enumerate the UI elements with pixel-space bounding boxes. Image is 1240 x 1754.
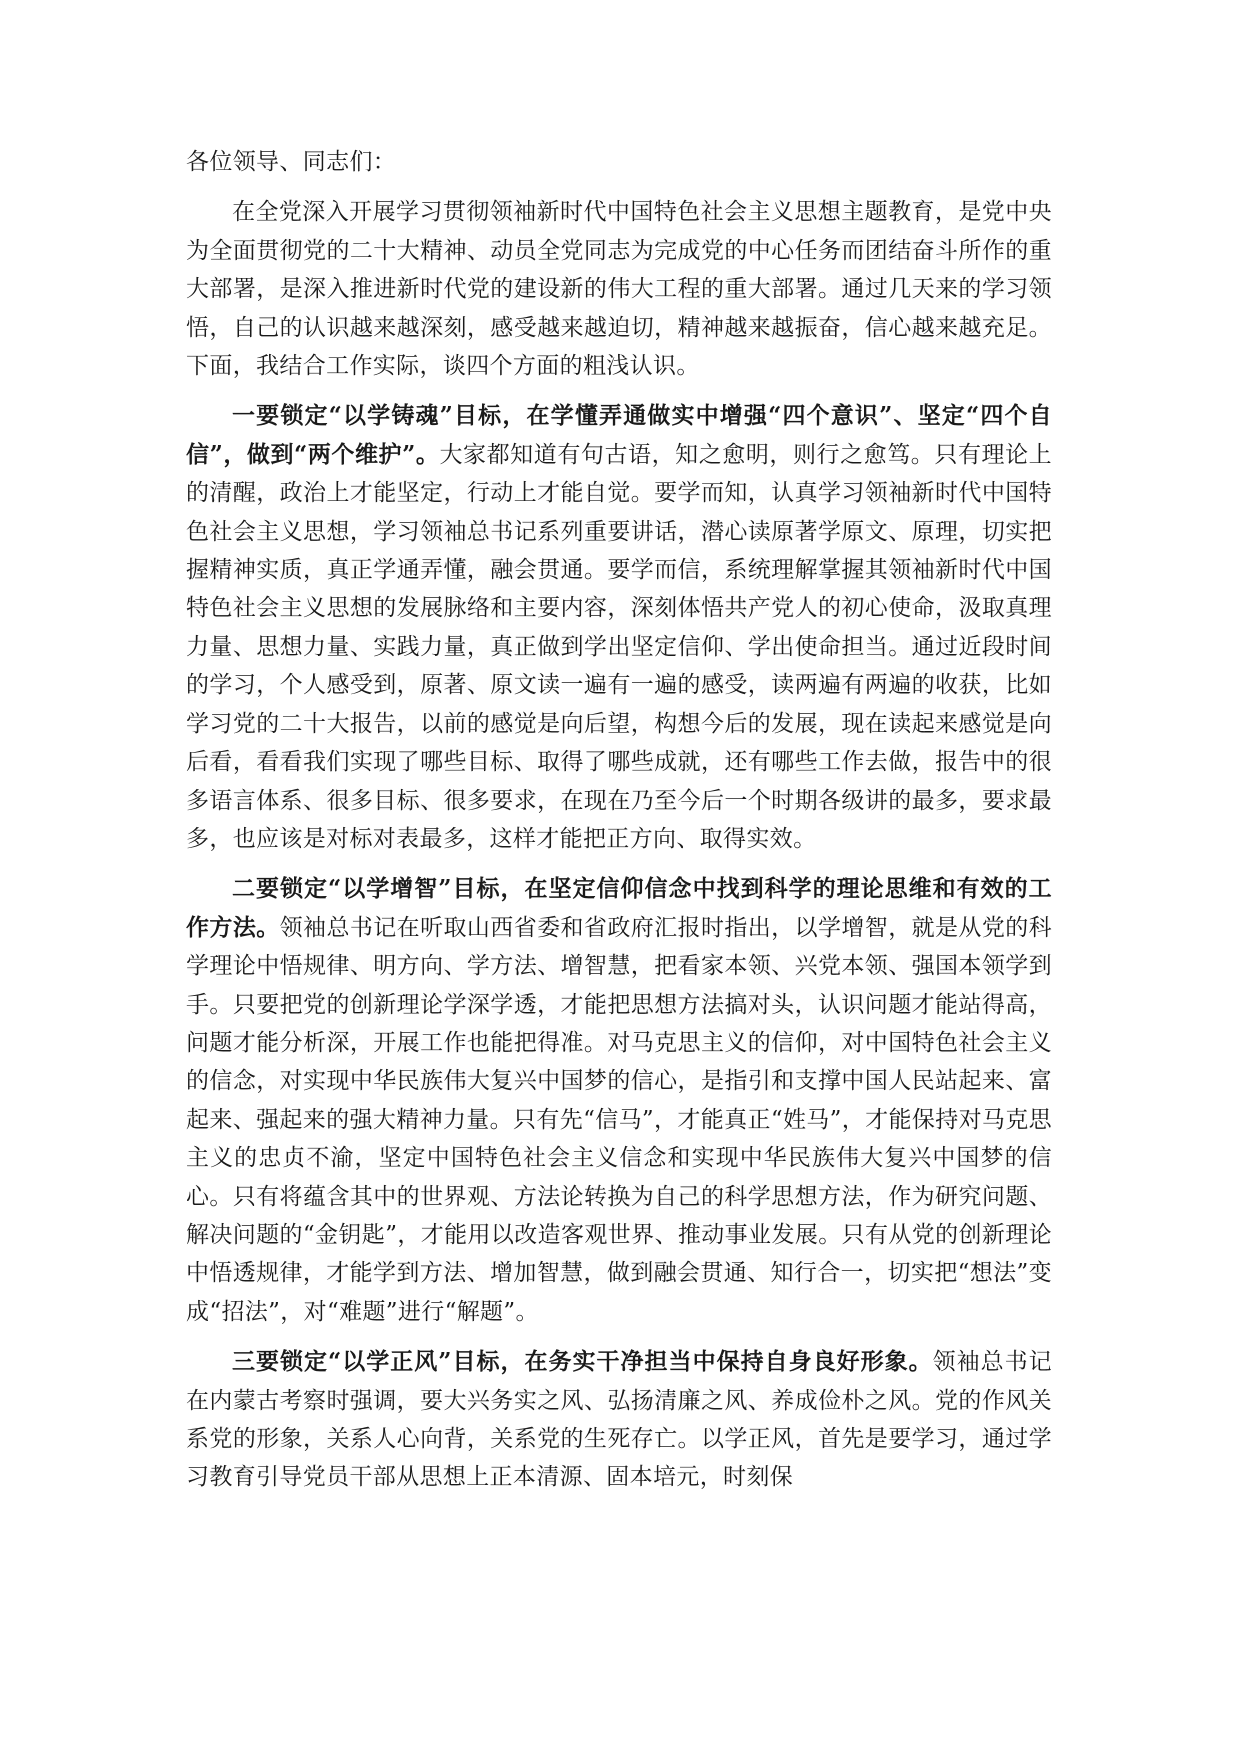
paragraph-heading: 一要锁定“以学铸魂”目标，在学懂弄通做实中增强“四个意识”、坚定“四个自信”，做到“两个维护”。 (186, 402, 1052, 468)
paragraph-body: 在全党深入开展学习贯彻领袖新时代中国特色社会主义思想主题教育，是党中央为全面贯彻党的二十大精神、动员全党同志为完成党的中心任务而团结奋斗所作的重大部署，是深入推进新时代党的建设新的伟大工程的重大部署。通过几天来的学习领悟，自己的认识越来越深刻，感受越来越迫切，精神越来越振奋，信心越来越充足。下面，我结合工作实际，谈四个方面的粗浅认识。 (186, 199, 1052, 380)
paragraph-point-1 (186, 397, 1052, 858)
paragraph-body: 领袖总书记在听取山西省委和省政府汇报时指出，以学增智，就是从党的科学理论中悟规律、明方向、学方法、增智慧，把看家本领、兴党本领、强国本领学到手。只要把党的创新理论学深学透，才能把思想方法搞对头，认识问题才能站得高，问题才能分析深，开展工作也能把得准。对马克思主义的信仰，对中国特色社会主义的信念，对实现中华民族伟大复兴中国梦的信心，是指引和支撑中国人民站起来、富起来、强起来的强大精神力量。只有先“信马”，才能真正“姓马”，才能保持对马克思主义的忠贞不渝，坚定中国特色社会主义信念和实现中华民族伟大复兴中国梦的信心。只有将蕴含其中的世界观、方法论转换为自己的科学思想方法，作为研究问题、解决问题的“金钥匙”，才能用以改造客观世界、推动事业发展。只有从党的创新理论中悟透规律，才能学到方法、增加智慧，做到融会贯通、知行合一，切实把“想法”变成“招法”，对“难题”进行“解题”。 (186, 914, 1052, 1325)
paragraph-body: 大家都知道有句古语，知之愈明，则行之愈笃。只有理论上的清醒，政治上才能坚定，行动上才能自觉。要学而知，认真学习领袖新时代中国特色社会主义思想，学习领袖总书记系列重要讲话，潜心读原著学原文、原理，切实把握精神实质，真正学通弄懂，融会贯通。要学而信，系统理解掌握其领袖新时代中国特色社会主义思想的发展脉络和主要内容，深刻体悟共产党人的初心使命，汲取真理力量、思想力量、实践力量，真正做到学出坚定信仰、学出使命担当。通过近段时间的学习，个人感受到，原著、原文读一遍有一遍的感受，读两遍有两遍的收获，比如学习党的二十大报告，以前的感觉是向后望，构想今后的发展，现在读起来感觉是向后看，看看我们实现了哪些目标、取得了哪些成就，还有哪些工作去做，报告中的很多语言体系、很多目标、很多要求，在现在乃至今后一个时期各级讲的最多，要求最多，也应该是对标对表最多，这样才能把正方向、取得实效。 (186, 441, 1052, 852)
paragraph-heading: 二要锁定“以学增智”目标，在坚定信仰信念中找到科学的理论思维和有效的工作方法。 (186, 875, 1052, 941)
salutation: 各位领导、同志们： (186, 149, 397, 175)
paragraph-point-2 (186, 870, 1052, 1331)
paragraph-intro (186, 193, 1052, 385)
paragraph-heading: 三要锁定“以学正风”目标，在务实干净担当中保持自身良好形象。 (232, 1348, 933, 1376)
paragraph-body: 领袖总书记在内蒙古考察时强调，要大兴务实之风、弘扬清廉之风、养成俭朴之风。党的作风关系党的形象，关系人心向背，关系党的生死存亡。以学正风，首先是要学习，通过学习教育引导党员干部从思想上正本清源、固本培元，时刻保 (186, 1349, 1052, 1491)
document-page (186, 143, 1052, 1509)
paragraph-point-3 (186, 1343, 1052, 1497)
